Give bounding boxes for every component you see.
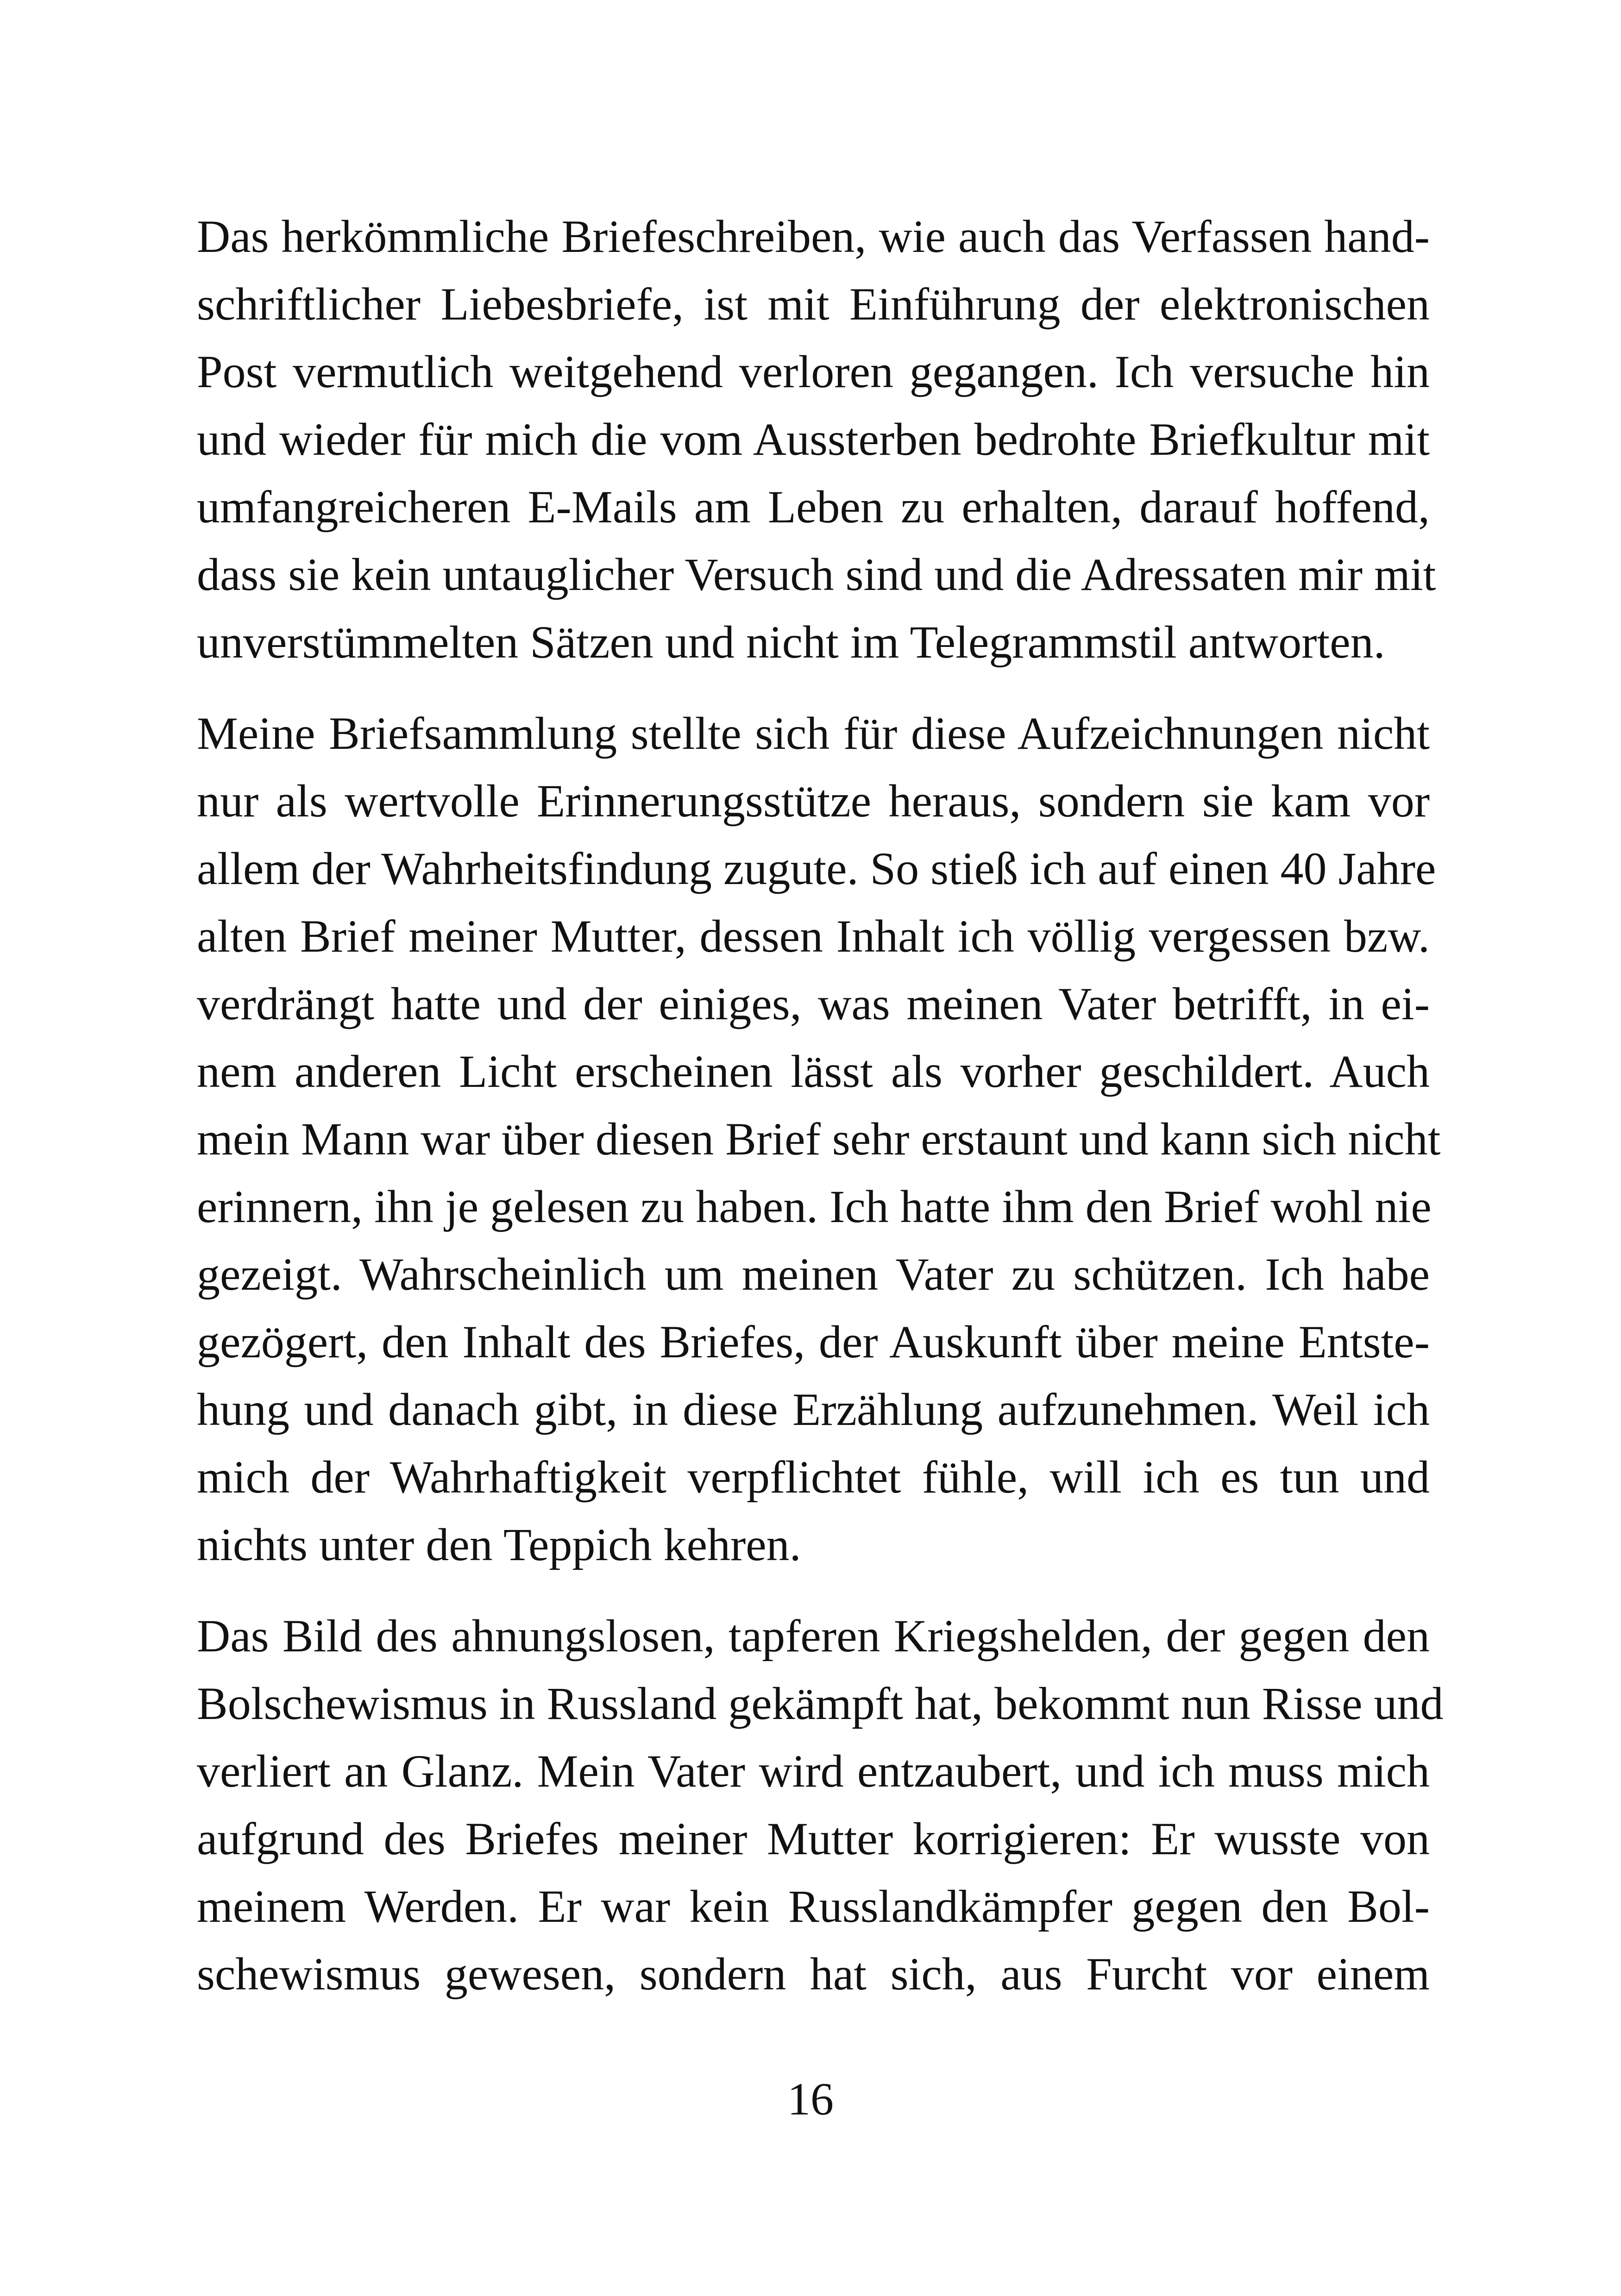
text-line: alten Brief meiner Mutter, dessen Inhalt ich völlig vergessen bzw.: [197, 910, 1430, 962]
text-line: hung und danach gibt, in diese Erzählung aufzunehmen. Weil ich: [197, 1384, 1430, 1435]
text-line: dass sie kein untauglicher Versuch sind und die Adressaten mir mit: [197, 549, 1436, 600]
text-line: unverstümmelten Sätzen und nicht im Telegrammstil antworten.: [197, 616, 1385, 668]
text-line: nichts unter den Teppich kehren.: [197, 1519, 801, 1570]
text-line: Meine Briefsammlung stellte sich für diese Aufzeichnungen nicht: [197, 708, 1430, 759]
text-line: Das Bild des ahnungslosen, tapferen Kriegshelden, der gegen den: [197, 1610, 1430, 1662]
paragraph-2: [197, 700, 1441, 1579]
text-line: schriftlicher Liebesbriefe, ist mit Einführung der elektronischen: [197, 278, 1430, 330]
text-line: Bolschewismus in Russland gekämpft hat, bekommt nun Risse und: [197, 1678, 1444, 1729]
text-line: nem anderen Licht erscheinen lässt als vorher geschildert. Auch: [197, 1046, 1430, 1097]
text-line: allem der Wahrheitsfindung zugute. So stieß ich auf einen 40 Jahre: [197, 843, 1436, 894]
text-line: verliert an Glanz. Mein Vater wird entzaubert, und ich muss mich: [197, 1745, 1430, 1797]
text-line: Post vermutlich weitgehend verloren gegangen. Ich versuche hin: [197, 346, 1430, 397]
page-number: 16: [787, 2073, 834, 2125]
text-line: und wieder für mich die vom Aussterben bedrohte Briefkultur mit: [197, 414, 1430, 465]
text-line: Das herkömmliche Briefeschreiben, wie auch das Verfassen hand-: [197, 211, 1430, 262]
text-line: gezeigt. Wahrscheinlich um meinen Vater zu schützen. Ich habe: [197, 1248, 1430, 1300]
body-text: [197, 203, 1444, 2008]
text-line: schewismus gewesen, sondern hat sich, aus Furcht vor einem: [197, 1948, 1430, 2000]
text-line: umfangreicheren E-Mails am Leben zu erhalten, darauf hoffend,: [197, 481, 1430, 533]
text-line: aufgrund des Briefes meiner Mutter korrigieren: Er wusste von: [197, 1813, 1430, 1864]
paragraph-1: [197, 203, 1436, 676]
text-line: nur als wertvolle Erinnerungsstütze heraus, sondern sie kam vor: [197, 775, 1430, 827]
text-line: mich der Wahrhaftigkeit verpflichtet fühle, will ich es tun und: [197, 1451, 1430, 1503]
text-line: mein Mann war über diesen Brief sehr erstaunt und kann sich nicht: [197, 1113, 1441, 1165]
text-line: gezögert, den Inhalt des Briefes, der Auskunft über meine Entste-: [197, 1316, 1430, 1368]
text-line: meinem Werden. Er war kein Russlandkämpfer gegen den Bol-: [197, 1881, 1430, 1932]
paragraph-3: [197, 1602, 1444, 2008]
text-line: erinnern, ihn je gelesen zu haben. Ich hatte ihm den Brief wohl nie: [197, 1181, 1432, 1232]
text-line: verdrängt hatte und der einiges, was meinen Vater betrifft, in ei-: [197, 978, 1430, 1029]
